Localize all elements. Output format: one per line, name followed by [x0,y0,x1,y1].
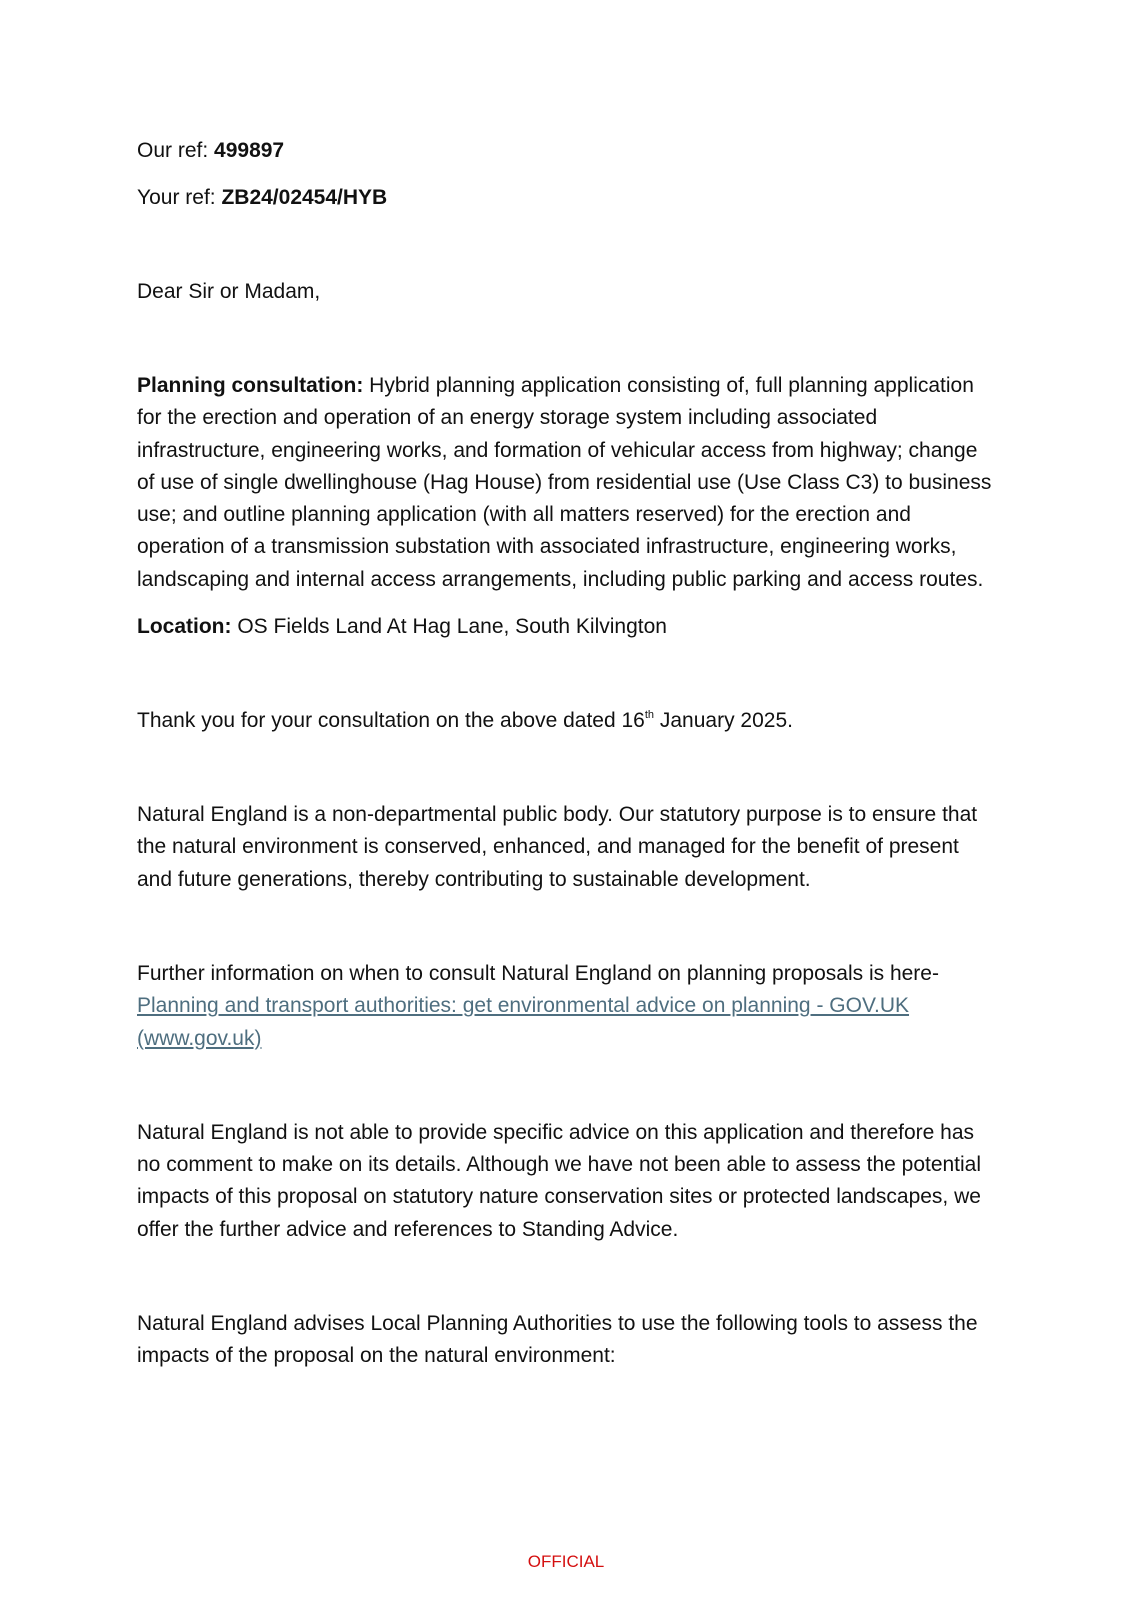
planning-consultation-label: Planning consultation: [137,374,364,397]
your-ref-label: Your ref: [137,186,216,209]
our-ref-label: Our ref: [137,139,209,162]
our-ref-value: 499897 [214,139,285,162]
location-label: Location: [137,615,232,639]
no-advice-paragraph: Natural England is not able to provide specific advice on this application and therefore has no comment to make on its details. Although we have not been able to assess the potential impacts of this proposal on statutory nature conservation sites or protected landscapes, we offer the further advice and references to Standing Advice. [137,1120,982,1241]
tools-intro-paragraph: Natural England advises Local Planning Authorities to use the following tools to assess the impacts of the proposal on the natural environment: [137,1312,978,1368]
planning-consultation [137,370,997,596]
further-info-paragraph [137,958,997,1055]
classification-footer: OFFICIAL [527,1552,605,1571]
further-info-text: Further information on when to consult Natural England on planning proposals is here- [137,961,939,985]
thanks-before: Thank you for your consultation on the above dated 16 [137,709,645,733]
salutation: Dear Sir or Madam, [137,280,321,303]
your-ref [137,182,997,214]
your-ref-value: ZB24/02454/HYB [221,186,388,209]
location [137,611,997,643]
our-ref [137,135,997,167]
planning-consultation-text: Hybrid planning application consisting of, full planning application for the erection and operation of an energy storage system including associated infrastructure, engineering works, and formation of vehicular access from highway; change of use of single dwellinghouse (Hag House) from residential use (Use Class C3) to business use; and outline planning application (with all matters reserved) for the erection and operation of a transmission substation with associated infrastructure, engineering works, landscaping and internal access arrangements, including public parking and access routes. [137,374,992,591]
purpose-paragraph: Natural England is a non-departmental public body. Our statutory purpose is to ensure that the natural environment is conserved, enhanced, and managed for the benefit of present and future generations, thereby contributing to sustainable development. [137,803,978,891]
thanks-paragraph [137,705,997,737]
letter-body [137,135,997,1373]
gov-uk-advice-link[interactable]: Planning and transport authorities: get environmental advice on planning - GOV.UK (www.gov.uk) [137,994,910,1050]
thanks-sup: th [644,709,655,722]
location-text: OS Fields Land At Hag Lane, South Kilvington [237,615,667,639]
thanks-after: January 2025. [654,709,793,733]
